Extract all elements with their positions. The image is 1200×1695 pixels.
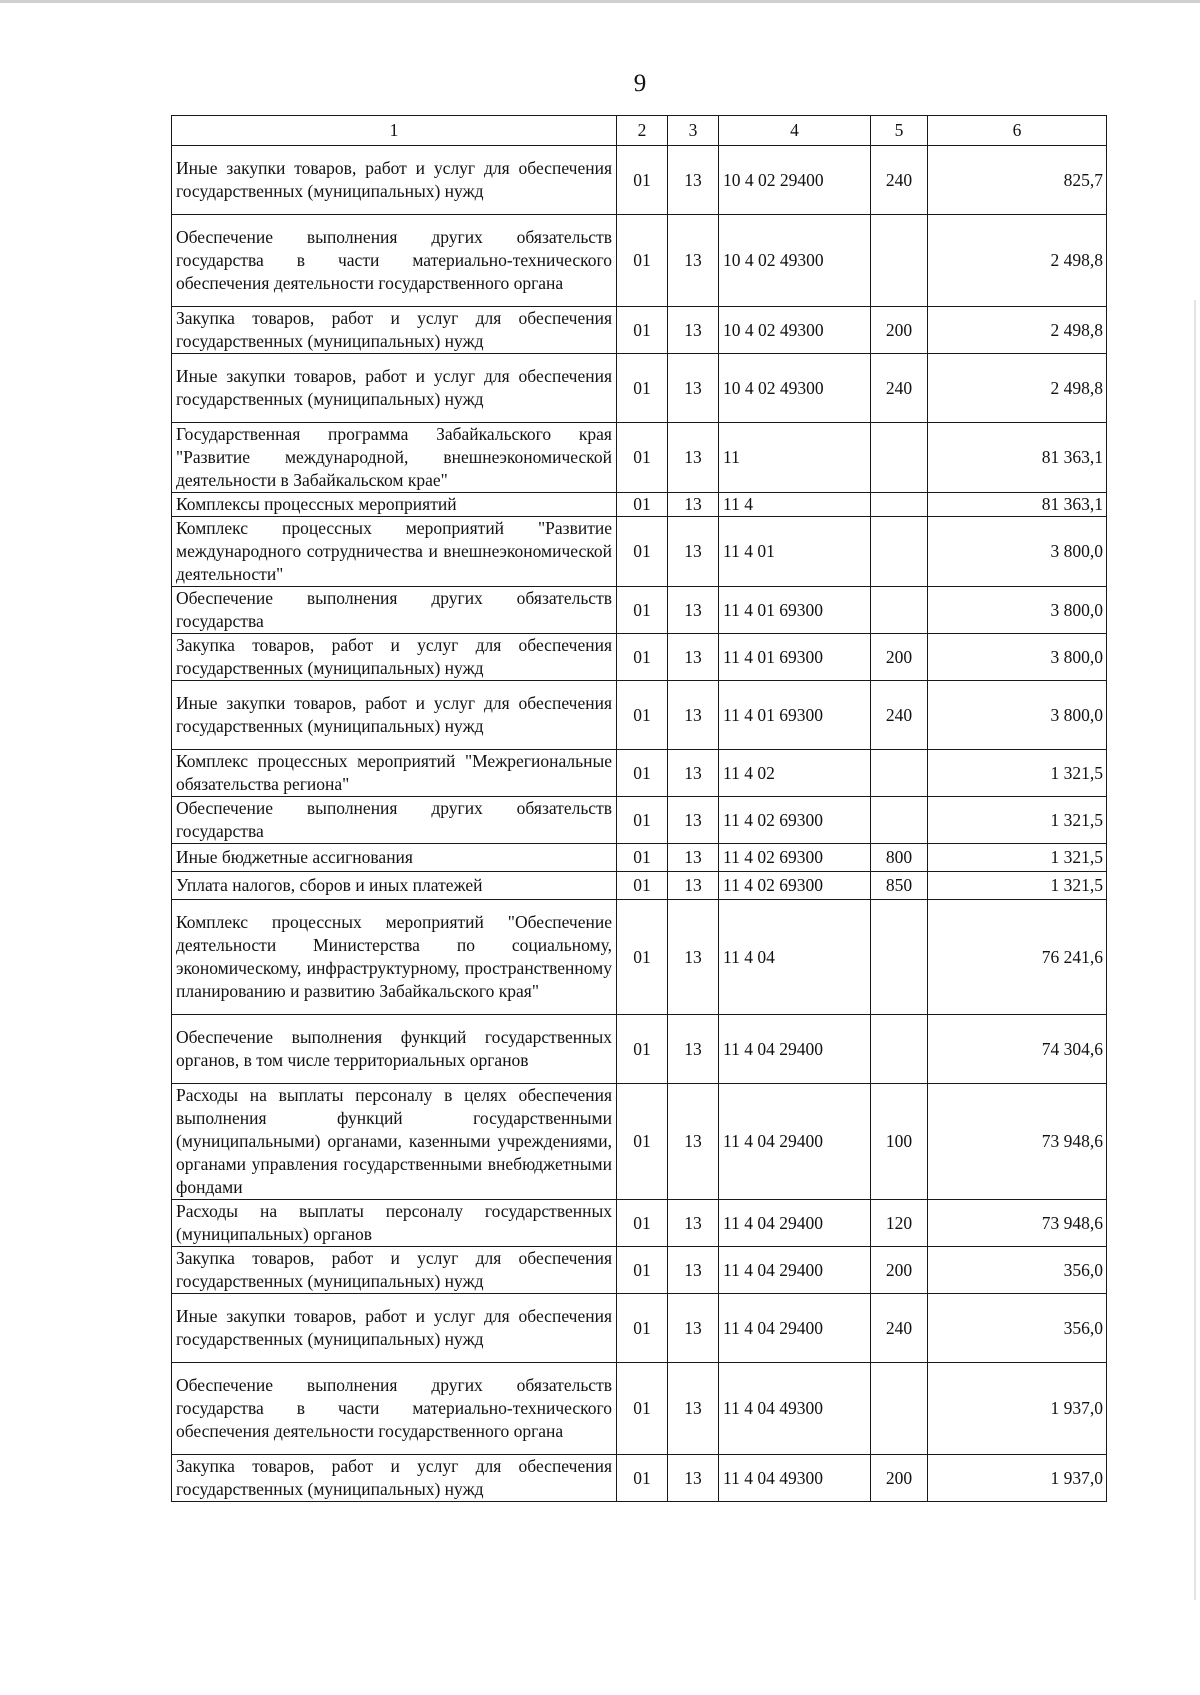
header-cell-3: 3 [668,116,719,146]
row-section-cell: 01 [617,587,668,634]
table-row [172,872,1107,900]
row-section-cell: 01 [617,423,668,493]
row-target-article-cell: 11 4 02 69300 [719,872,871,900]
row-target-article-cell: 11 4 01 69300 [719,587,871,634]
row-name-cell: Иные закупки товаров, работ и услуг для обеспечения государственных (муниципальных) нужд [172,1294,617,1363]
row-name-cell: Обеспечение выполнения других обязательств государства [172,797,617,844]
row-expense-type-cell [871,587,928,634]
row-subsection-cell: 13 [668,493,719,517]
row-target-article-cell: 11 4 04 29400 [719,1247,871,1294]
row-section-cell: 01 [617,1455,668,1502]
row-subsection-cell: 13 [668,1084,719,1200]
row-target-article-cell: 11 4 04 29400 [719,1015,871,1084]
table-row [172,587,1107,634]
row-section-cell: 01 [617,1247,668,1294]
row-target-article-cell: 11 4 02 69300 [719,844,871,872]
row-target-article-cell: 10 4 02 49300 [719,307,871,354]
row-subsection-cell: 13 [668,517,719,587]
row-target-article-cell: 10 4 02 29400 [719,146,871,215]
table-row [172,517,1107,587]
row-expense-type-cell: 200 [871,634,928,681]
row-name-cell: Расходы на выплаты персоналу в целях обеспечения выполнения функций государственными (муниципальными) органами, казенными учреждениями, органами управления государственными внебюджетными фондами [172,1084,617,1200]
table-row [172,1363,1107,1455]
row-amount-cell: 76 241,6 [928,900,1107,1015]
row-name-cell: Обеспечение выполнения других обязательств государства [172,587,617,634]
row-expense-type-cell: 200 [871,1455,928,1502]
row-target-article-cell: 10 4 02 49300 [719,215,871,307]
row-subsection-cell: 13 [668,797,719,844]
row-amount-cell: 3 800,0 [928,587,1107,634]
table-row [172,1200,1107,1247]
row-name-cell: Комплексы процессных мероприятий [172,493,617,517]
row-expense-type-cell: 100 [871,1084,928,1200]
row-section-cell: 01 [617,872,668,900]
row-amount-cell: 73 948,6 [928,1200,1107,1247]
row-expense-type-cell: 200 [871,307,928,354]
row-section-cell: 01 [617,493,668,517]
header-cell-5: 5 [871,116,928,146]
row-subsection-cell: 13 [668,423,719,493]
row-subsection-cell: 13 [668,1363,719,1455]
scan-edge-top [0,0,1200,3]
row-expense-type-cell: 200 [871,1247,928,1294]
row-subsection-cell: 13 [668,215,719,307]
row-section-cell: 01 [617,1015,668,1084]
row-amount-cell: 1 937,0 [928,1455,1107,1502]
row-subsection-cell: 13 [668,1200,719,1247]
row-section-cell: 01 [617,517,668,587]
budget-table [171,115,1107,1502]
row-subsection-cell: 13 [668,900,719,1015]
row-name-cell: Комплекс процессных мероприятий "Развитие международного сотрудничества и внешнеэкономической деятельности" [172,517,617,587]
row-amount-cell: 1 321,5 [928,750,1107,797]
row-amount-cell: 825,7 [928,146,1107,215]
row-subsection-cell: 13 [668,146,719,215]
row-target-article-cell: 11 4 01 [719,517,871,587]
row-section-cell: 01 [617,844,668,872]
table-body [172,116,1107,1502]
header-cell-4: 4 [719,116,871,146]
row-section-cell: 01 [617,634,668,681]
table-row [172,307,1107,354]
row-target-article-cell: 10 4 02 49300 [719,354,871,423]
row-name-cell: Закупка товаров, работ и услуг для обеспечения государственных (муниципальных) нужд [172,307,617,354]
row-target-article-cell: 11 [719,423,871,493]
row-target-article-cell: 11 4 02 69300 [719,797,871,844]
table-row [172,681,1107,750]
row-amount-cell: 73 948,6 [928,1084,1107,1200]
row-section-cell: 01 [617,900,668,1015]
row-subsection-cell: 13 [668,354,719,423]
row-amount-cell: 356,0 [928,1294,1107,1363]
row-amount-cell: 3 800,0 [928,681,1107,750]
table-row [172,634,1107,681]
table-row [172,146,1107,215]
row-amount-cell: 81 363,1 [928,493,1107,517]
row-section-cell: 01 [617,146,668,215]
row-section-cell: 01 [617,354,668,423]
row-target-article-cell: 11 4 04 29400 [719,1294,871,1363]
row-target-article-cell: 11 4 [719,493,871,517]
row-expense-type-cell [871,797,928,844]
row-name-cell: Уплата налогов, сборов и иных платежей [172,872,617,900]
table-row [172,1015,1107,1084]
row-expense-type-cell [871,493,928,517]
table-row [172,750,1107,797]
table-row [172,844,1107,872]
row-subsection-cell: 13 [668,1455,719,1502]
row-expense-type-cell [871,517,928,587]
row-name-cell: Расходы на выплаты персоналу государственных (муниципальных) органов [172,1200,617,1247]
row-expense-type-cell [871,750,928,797]
table-row [172,1247,1107,1294]
row-name-cell: Иные закупки товаров, работ и услуг для обеспечения государственных (муниципальных) нужд [172,146,617,215]
row-amount-cell: 1 321,5 [928,872,1107,900]
row-target-article-cell: 11 4 01 69300 [719,634,871,681]
row-expense-type-cell [871,900,928,1015]
row-expense-type-cell: 240 [871,354,928,423]
table-row [172,1294,1107,1363]
row-expense-type-cell [871,215,928,307]
row-name-cell: Комплекс процессных мероприятий "Обеспечение деятельности Министерства по социальному, экономическому, инфраструктурному, пространственному планированию и развитию Забайкальского края" [172,900,617,1015]
table-row [172,1455,1107,1502]
row-amount-cell: 356,0 [928,1247,1107,1294]
row-section-cell: 01 [617,797,668,844]
row-subsection-cell: 13 [668,844,719,872]
row-name-cell: Иные закупки товаров, работ и услуг для обеспечения государственных (муниципальных) нужд [172,354,617,423]
table-row [172,423,1107,493]
row-target-article-cell: 11 4 01 69300 [719,681,871,750]
row-section-cell: 01 [617,750,668,797]
row-expense-type-cell: 850 [871,872,928,900]
row-amount-cell: 1 321,5 [928,797,1107,844]
row-name-cell: Закупка товаров, работ и услуг для обеспечения государственных (муниципальных) нужд [172,1247,617,1294]
row-subsection-cell: 13 [668,1247,719,1294]
header-cell-6: 6 [928,116,1107,146]
row-name-cell: Иные бюджетные ассигнования [172,844,617,872]
row-amount-cell: 2 498,8 [928,215,1107,307]
row-section-cell: 01 [617,307,668,354]
row-subsection-cell: 13 [668,1294,719,1363]
row-expense-type-cell: 240 [871,146,928,215]
row-expense-type-cell: 120 [871,1200,928,1247]
row-amount-cell: 1 321,5 [928,844,1107,872]
row-name-cell: Государственная программа Забайкальского края "Развитие международной, внешнеэкономической деятельности в Забайкальском крае" [172,423,617,493]
row-name-cell: Закупка товаров, работ и услуг для обеспечения государственных (муниципальных) нужд [172,634,617,681]
table-row [172,493,1107,517]
row-section-cell: 01 [617,1294,668,1363]
row-name-cell: Обеспечение выполнения других обязательств государства в части материально-технического обеспечения деятельности государственного органа [172,215,617,307]
row-target-article-cell: 11 4 02 [719,750,871,797]
row-section-cell: 01 [617,1084,668,1200]
header-row [172,116,1107,146]
row-target-article-cell: 11 4 04 29400 [719,1200,871,1247]
row-subsection-cell: 13 [668,634,719,681]
header-cell-2: 2 [617,116,668,146]
scan-edge-right [1194,300,1196,1600]
row-amount-cell: 2 498,8 [928,354,1107,423]
row-subsection-cell: 13 [668,872,719,900]
row-target-article-cell: 11 4 04 29400 [719,1084,871,1200]
row-section-cell: 01 [617,215,668,307]
row-target-article-cell: 11 4 04 [719,900,871,1015]
row-subsection-cell: 13 [668,587,719,634]
row-expense-type-cell [871,423,928,493]
row-section-cell: 01 [617,1200,668,1247]
row-target-article-cell: 11 4 04 49300 [719,1363,871,1455]
page-number: 9 [633,70,647,97]
row-section-cell: 01 [617,681,668,750]
row-name-cell: Обеспечение выполнения функций государственных органов, в том числе территориальных органов [172,1015,617,1084]
table-row [172,900,1107,1015]
row-expense-type-cell: 240 [871,681,928,750]
table-row [172,797,1107,844]
row-name-cell: Иные закупки товаров, работ и услуг для обеспечения государственных (муниципальных) нужд [172,681,617,750]
row-subsection-cell: 13 [668,750,719,797]
table-row [172,354,1107,423]
row-section-cell: 01 [617,1363,668,1455]
row-amount-cell: 2 498,8 [928,307,1107,354]
row-amount-cell: 74 304,6 [928,1015,1107,1084]
row-amount-cell: 1 937,0 [928,1363,1107,1455]
row-expense-type-cell [871,1363,928,1455]
row-expense-type-cell: 800 [871,844,928,872]
row-subsection-cell: 13 [668,681,719,750]
row-amount-cell: 3 800,0 [928,634,1107,681]
row-subsection-cell: 13 [668,307,719,354]
row-name-cell: Комплекс процессных мероприятий "Межрегиональные обязательства региона" [172,750,617,797]
row-subsection-cell: 13 [668,1015,719,1084]
table-row [172,1084,1107,1200]
row-target-article-cell: 11 4 04 49300 [719,1455,871,1502]
row-expense-type-cell [871,1015,928,1084]
row-name-cell: Обеспечение выполнения других обязательств государства в части материально-технического обеспечения деятельности государственного органа [172,1363,617,1455]
row-name-cell: Закупка товаров, работ и услуг для обеспечения государственных (муниципальных) нужд [172,1455,617,1502]
row-expense-type-cell: 240 [871,1294,928,1363]
table-row [172,215,1107,307]
row-amount-cell: 3 800,0 [928,517,1107,587]
header-cell-1: 1 [172,116,617,146]
row-amount-cell: 81 363,1 [928,423,1107,493]
